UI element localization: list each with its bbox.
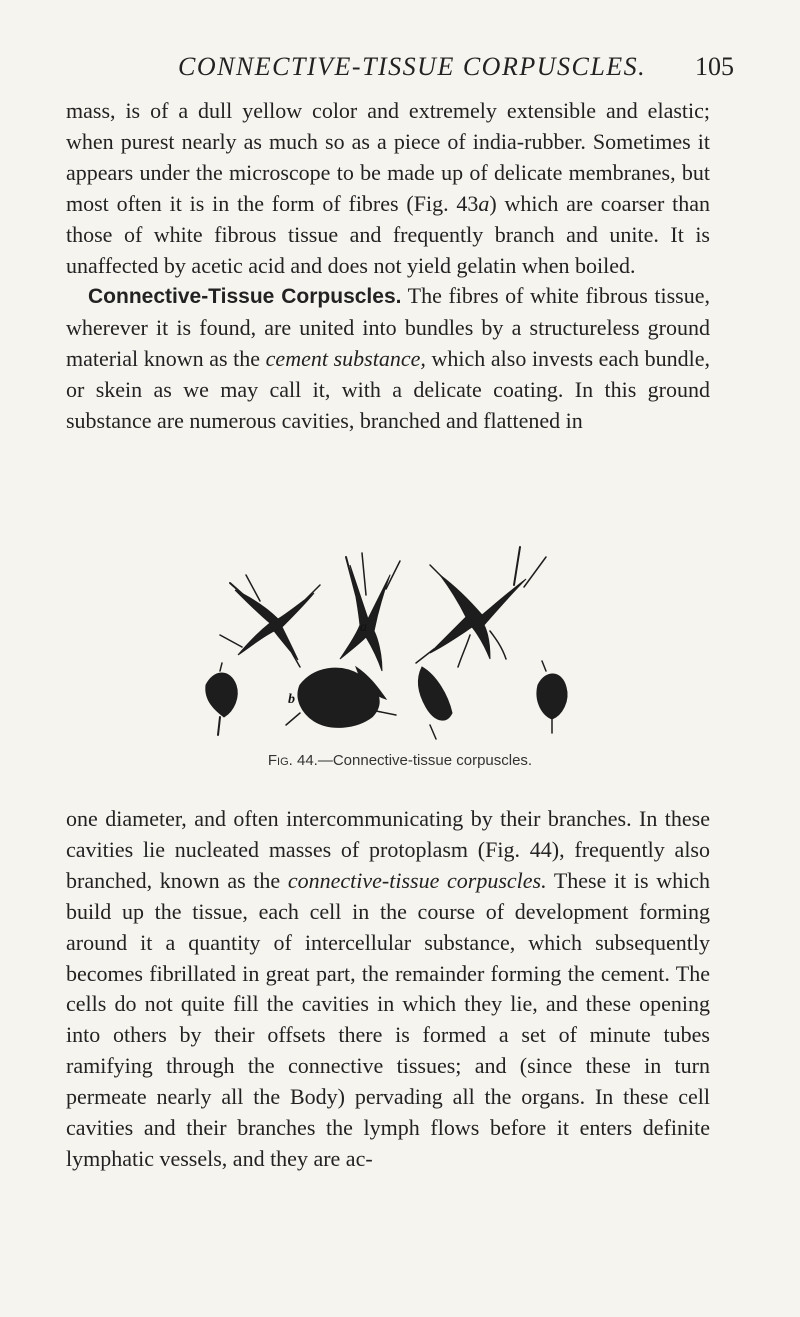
figure-caption-text: —Connective-tissue corpuscles. — [317, 752, 533, 769]
corpuscle-lower-right — [537, 661, 567, 733]
figure-connective-tissue-corpuscles — [190, 535, 600, 745]
corpuscle-lower-middle — [286, 668, 396, 727]
corpuscle-upper-left — [220, 575, 320, 667]
section-heading: Connective-Tissue Corpuscles. — [88, 285, 402, 309]
paragraph-text: The fibres of white fibrous tissue, wherever it is found, are united into bundles by a structureless ground material known as the — [66, 283, 711, 372]
figure-ref-letter: a — [478, 190, 490, 216]
paragraph-text: mass, is of a dull yellow color and extremely extensible and elastic; when purest nearly as much so as a piece of india-rubber. Sometimes it appears under the microscope to be made up of delicate membranes, but most often it is in the form of fibres (Fig. 43 — [66, 98, 710, 216]
paragraph-text: ) which are coarser than those of white fibrous tissue and frequently branch and unite. It is unaffected by acetic acid and does not yield gelatin when boiled. — [66, 190, 711, 278]
paragraph-text: which also invests each bundle, or skein as we may call it, with a delicate coating. In this ground substance are numerous cavities, branched and flattened in — [66, 346, 710, 434]
paragraph-elastic-tissue — [66, 96, 710, 281]
figure-label-b: b — [288, 692, 295, 707]
paragraph-text: These it is which build up the tissue, each cell in the course of development forming around it a quantity of intercellular substance, which subsequently becomes fibrillated in great part, the remainder forming the cement. The cells do not quite fill the cavities in which they lie, and these opening into others by their offsets there is formed a set of minute tubes ramifying through the connective tissues; and (since these in turn permeate nearly all the Body) pervading all the organs. In these cell cavities and their branches the lymph flows before it enters definite lymphatic vessels, and they are ac- — [66, 867, 710, 1171]
text-block-bottom — [66, 804, 710, 1175]
running-head — [0, 48, 800, 88]
corpuscle-lower-center — [419, 667, 452, 739]
term-cement-substance: cement substance, — [265, 346, 426, 372]
paragraph-corpuscles-intro — [66, 281, 710, 437]
page-number: 105 — [695, 52, 734, 81]
paragraph-corpuscles-description — [66, 804, 710, 1175]
paragraph-text: one diameter, and often intercommunicating by their branches. In these cavities lie nucleated masses of protoplasm (Fig. 44), frequently also branched, known as the — [66, 806, 710, 893]
figure-label-a: a — [360, 620, 367, 635]
corpuscle-lower-left — [206, 663, 237, 735]
text-block-top — [66, 96, 710, 437]
term-connective-tissue-corpuscles: connective-tissue corpuscles. — [287, 867, 547, 893]
corpuscle-upper-right — [416, 547, 546, 667]
figure-caption — [0, 752, 800, 769]
running-title: CONNECTIVE-TISSUE CORPUSCLES. — [178, 52, 647, 81]
figure-caption-label: Fig. 44. — [267, 752, 318, 769]
